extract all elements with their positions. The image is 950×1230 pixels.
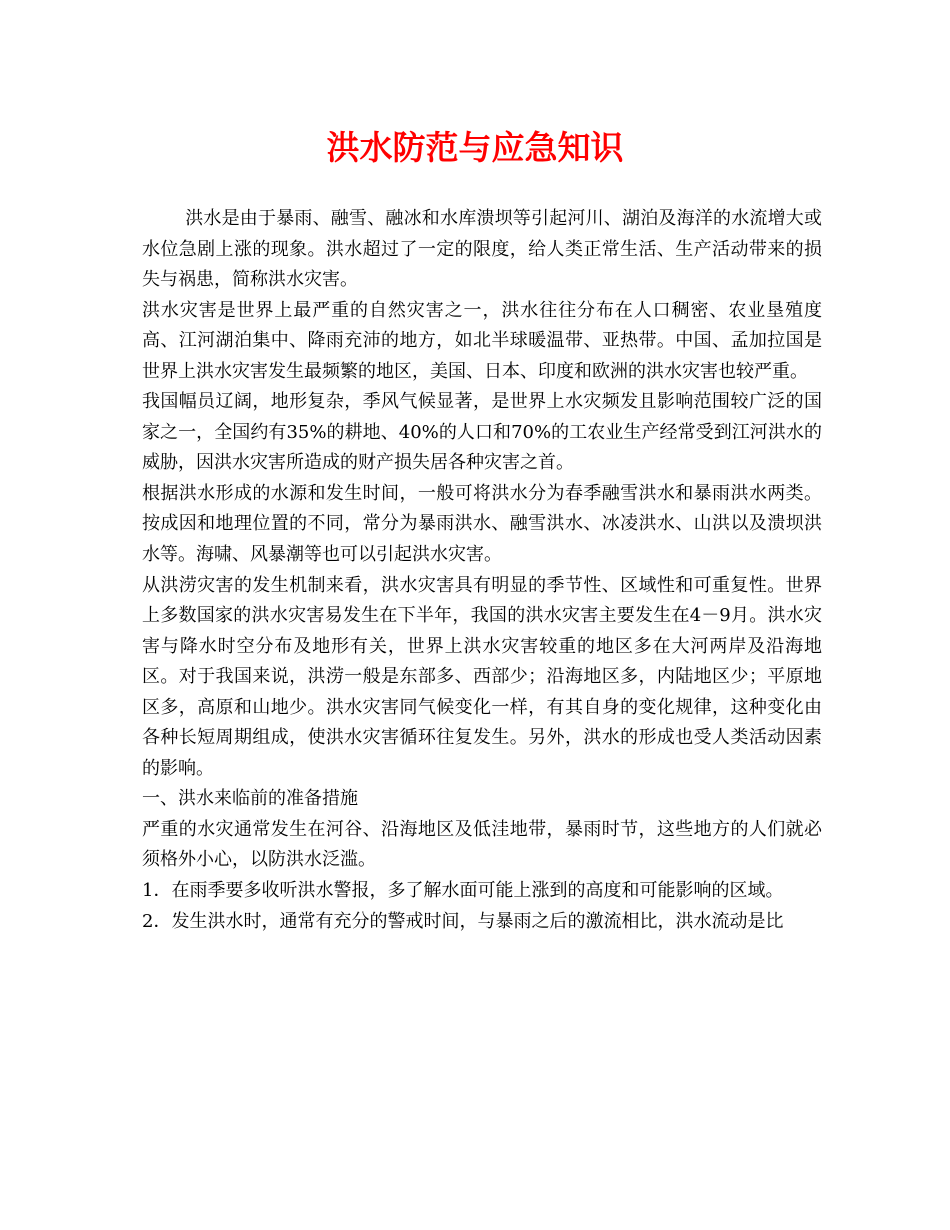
paragraph-flood-types: 根据洪水形成的水源和发生时间，一般可将洪水分为春季融雪洪水和暴雨洪水两类。按成因和地理位置的不同，常分为暴雨洪水、融雪洪水、冰凌洪水、山洪以及溃坝洪水等。海啸、风暴潮等也可以引起洪水灾害。 <box>142 482 822 566</box>
paragraph-flood-distribution: 洪水灾害是世界上最严重的自然灾害之一，洪水往往分布在人口稠密、农业垦殖度高、江河湖泊集中、降雨充沛的地方，如北半球暖温带、亚热带。中国、孟加拉国是世界上洪水灾害发生最频繁的地区，美国、日本、印度和欧洲的洪水灾害也较严重。 <box>142 299 822 382</box>
section-heading-preparation: 一、洪水来临前的准备措施 <box>142 788 358 810</box>
paragraph-flood-definition: 洪水是由于暴雨、融雪、融冰和水库溃坝等引起河川、湖泊及海洋的水流增大或水位急剧上涨的现象。洪水超过了一定的限度，给人类正常生活、生产活动带来的损失与祸患，简称洪水灾害。 <box>142 208 822 291</box>
paragraph-high-risk-areas: 严重的水灾通常发生在河谷、沿海地区及低洼地带，暴雨时节，这些地方的人们就必须格外小心，以防洪水泛滥。 <box>142 818 822 871</box>
document-title: 洪水防范与应急知识 <box>326 128 624 167</box>
paragraph-flood-mechanism: 从洪涝灾害的发生机制来看，洪水灾害具有明显的季节性、区域性和可重复性。世界上多数国家的洪水灾害易发生在下半年，我国的洪水灾害主要发生在4－9月。洪水灾害与降水时空分布及地形有关，世界上洪水灾害较重的地区多在大河两岸及沿海地区。对于我国来说，洪涝一般是东部多、西部少；沿海地区多，内陆地区少；平原地区多，高原和山地少。洪水灾害同气候变化一样，有其自身的变化规律，这种变化由各种长短周期组成，使洪水灾害循环往复发生。另外，洪水的形成也受人类活动因素的影响。 <box>142 574 822 779</box>
document-body <box>142 204 822 937</box>
list-item-2: 2．发生洪水时，通常有充分的警戒时间，与暴雨之后的激流相比，洪水流动是比 <box>142 910 784 932</box>
list-item-1: 1．在雨季要多收听洪水警报，多了解水面可能上涨到的高度和可能影响的区域。 <box>142 880 784 902</box>
paragraph-china-flood-risk: 我国幅员辽阔，地形复杂，季风气候显著，是世界上水灾频发且影响范围较广泛的国家之一，全国约有35%的耕地、40%的人口和70%的工农业生产经常受到江河洪水的威胁，因洪水灾害所造成的财产损失居各种灾害之首。 <box>142 391 822 474</box>
